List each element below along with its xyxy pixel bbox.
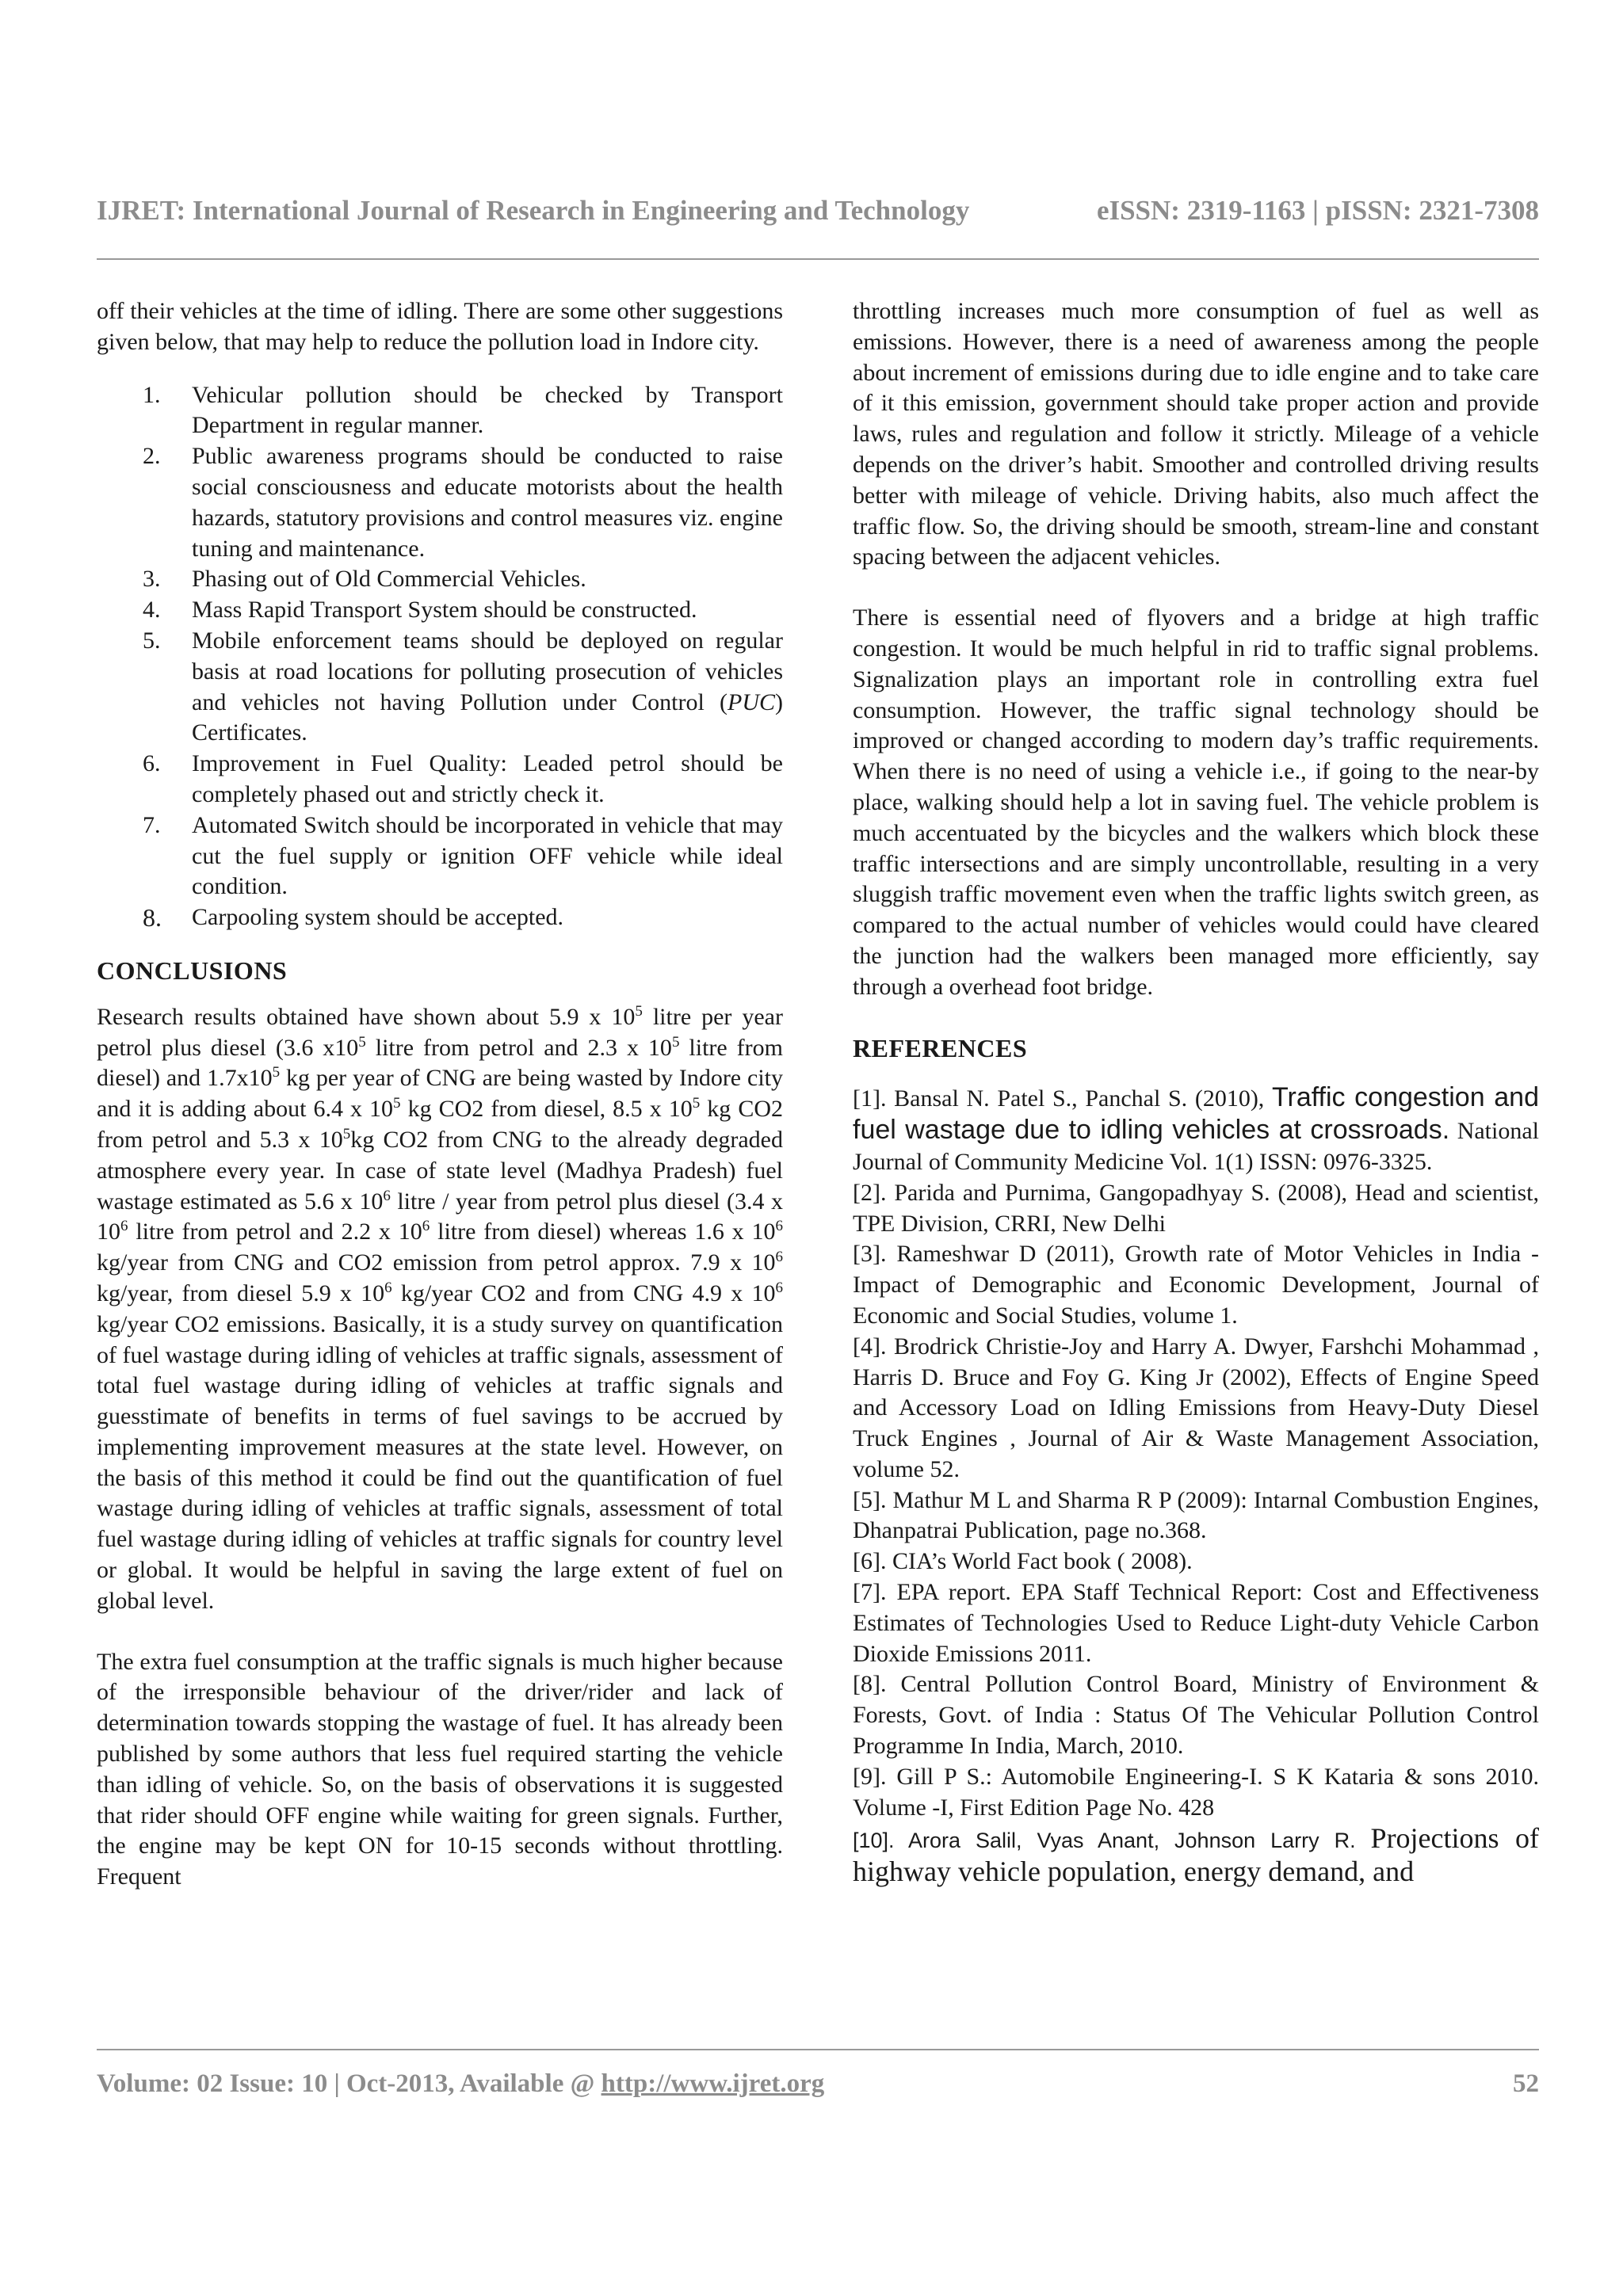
- references-heading: REFERENCES: [853, 1033, 1028, 1062]
- issn-label: eISSN: 2319-1163 | pISSN: 2321-7308: [1096, 195, 1539, 226]
- right-column: [853, 296, 1539, 1890]
- list-item: 7. Automated Switch should be incorporated in vehicle that may cut the fuel supply or ignition OFF vehicle while ideal condition.: [143, 811, 783, 900]
- body-paragraph-2: There is essential need of flyovers and a bridge at high traffic congestion. It would be much helpful in rid to traffic signal problems. Signalization plays an important role in controlling extra fuel consumption. However, the traffic signal technology should be improved or changed according to modern day’s traffic requirements. When there is no need of using a vehicle i.e., if going to the near-by place, walking should help a lot in saving fuel. The vehicle problem is much accentuated by the bicycles and the walkers which block these traffic intersections and are simply uncontrollable, resulting in a very sluggish traffic movement even when the traffic lights switch green, as compared to the actual number of vehicles would could have cleared the junction had the walkers been managed more efficiently, say through a overhead foot bridge.: [853, 605, 1539, 1000]
- left-column: [97, 296, 783, 1893]
- suggestions-list: [97, 380, 783, 933]
- intro-paragraph: off their vehicles at the time of idling. There are some other suggestions given below, that may help to reduce the pollution load in Indore city.: [97, 298, 783, 355]
- reference-4: [4]. Brodrick Christie-Joy and Harry A. Dwyer, Farshchi Mohammad , Harris D. Bruce and Foy G. King Jr (2002), Effects of Engine Speed and Accessory Load on Idling Emissions from Heavy-Duty Diesel Truck Engines , Journal of Air & Waste Management Association, volume 52.: [853, 1333, 1539, 1482]
- reference-5: [5]. Mathur M L and Sharma R P (2009): Intarnal Combustion Engines, Dhanpatrai Publication, page no.368.: [853, 1486, 1539, 1544]
- list-item: 6. Improvement in Fuel Quality: Leaded petrol should be completely phased out and strictly check it.: [143, 750, 783, 807]
- footer-rule: [97, 2049, 1539, 2050]
- list-item: 8. Carpooling system should be accepted.: [143, 903, 564, 933]
- reference-9: [9]. Gill P S.: Automobile Engineering-I. S K Kataria & sons 2010. Volume -I, First Edition Page No. 428: [853, 1763, 1539, 1821]
- list-item: 5. Mobile enforcement teams should be deployed on regular basis at road locations for polluting prosecution of vehicles and vehicles not having Pollution under Control (PUC) Certificates.: [143, 627, 783, 746]
- page-header: [97, 195, 1539, 227]
- list-item: 1. Vehicular pollution should be checked by Transport Department in regular manner.: [143, 381, 783, 439]
- conclusions-paragraph-2: The extra fuel consumption at the traffic signals is much higher because of the irresponsible behaviour of the driver/rider and lack of determination towards stopping the wastage of fuel. It has already been published by some authors that less fuel required starting the vehicle than idling of vehicle. So, on the basis of observations it is suggested that rider should OFF engine while waiting for green signals. Further, the engine may be kept ON for 10-15 seconds without throttling. Frequent: [97, 1648, 783, 1890]
- reference-3: [3]. Rameshwar D (2011), Growth rate of Motor Vehicles in India - Impact of Demographic and Economic Development, Journal of Economic and Social Studies, volume 1.: [853, 1241, 1539, 1329]
- page-footer: [97, 2069, 1539, 2099]
- reference-10: [10]. Arora Salil, Vyas Anant, Johnson Larry R. Projections of highway vehicle population, energy demand, and: [853, 1822, 1539, 1888]
- journal-title: IJRET: International Journal of Research in Engineering and Technology: [97, 195, 970, 226]
- list-item: 3. Phasing out of Old Commercial Vehicles.: [143, 566, 586, 593]
- journal-link[interactable]: http://www.ijret.org: [601, 2069, 825, 2098]
- header-rule: [97, 258, 1539, 260]
- reference-6: [6]. CIA’s World Fact book ( 2008).: [853, 1548, 1193, 1575]
- reference-7: [7]. EPA report. EPA Staff Technical Report: Cost and Effectiveness Estimates of Technologies Used to Reduce Light-duty Vehicle Carbon Dioxide Emissions 2011.: [853, 1579, 1539, 1667]
- conclusions-heading: CONCLUSIONS: [97, 955, 288, 985]
- reference-2: [2]. Parida and Purnima, Gangopadhyay S. (2008), Head and scientist, TPE Division, CRRI, New Delhi: [853, 1179, 1539, 1237]
- reference-8: [8]. Central Pollution Control Board, Ministry of Environment & Forests, Govt. of India : Status Of The Vehicular Pollution Control Programme In India, March, 2010.: [853, 1671, 1539, 1760]
- list-item: 4. Mass Rapid Transport System should be constructed.: [143, 597, 697, 624]
- body-paragraph-1: throttling increases much more consumption of fuel as well as emissions. However, there is a need of awareness among the people about increment of emissions during due to idle engine and to take care of it this emission, government should take proper action and provide laws, rules and regulation and follow it strictly. Mileage of a vehicle depends on the driver’s habit. Smoother and controlled driving results better with mileage of vehicle. Driving habits, also much affect the traffic flow. So, the driving should be smooth, stream-line and constant spacing between the adjacent vehicles.: [853, 298, 1539, 570]
- reference-1: [1]. Bansal N. Patel S., Panchal S. (2010), Traffic congestion and fuel wastage due to idling vehicles at crossroads. National Journal of Community Medicine Vol. 1(1) ISSN: 0976-3325.: [853, 1082, 1539, 1175]
- list-item: 2. Public awareness programs should be conducted to raise social consciousness and educate motorists about the health hazards, statutory provisions and control measures viz. engine tuning and maintenance.: [143, 443, 783, 562]
- volume-info: Volume: 02 Issue: 10 | Oct-2013, Available @ http://www.ijret.org: [97, 2069, 825, 2098]
- conclusions-paragraph-1: Research results obtained have shown about 5.9 x $10^5$ litre per year petrol plus diesel (3.6 $x10^5$ litre from petrol and 2.3 x $10^5$ litre from diesel) and $1.7x10^5$ kg per year of CNG are being wasted by Indore city and it is adding about 6.4 x $10^5$ kg CO2 from diesel, 8.5 x $10^5$ kg CO2 from petrol and 5.3 x $10^5kg$ CO2 from CNG to the already degraded atmosphere every year. In case of state level (Madhya Pradesh) fuel wastage estimated as 5.6 x $10^6$ litre / year from petrol plus diesel (3.4 x $10^6$ litre from petrol and 2.2 x $10^6$ litre from diesel) whereas 1.6 x $10^6$ kg/year from CNG and CO2 emission from petrol approx. 7.9 x $10^6$ kg/year, from diesel 5.9 x $10^6$ kg/year CO2 and from CNG 4.9 x $10^6$ kg/year CO2 emissions. Basically, it is a study survey on quantification of fuel wastage during idling of vehicles at traffic signals, assessment of total fuel wastage during idling of vehicles at traffic signals and guesstimate of benefits in terms of fuel savings to be accrued by implementing improvement measures at the state level. However, on the basis of this method it could be find out the quantification of fuel wastage during idling of vehicles at traffic signals, assessment of total fuel wastage during idling of vehicles at traffic signals for country level or global. It would be helpful in saving the large extent of fuel on global level.: [97, 1002, 784, 1614]
- page-number: 52: [1513, 2069, 1539, 2098]
